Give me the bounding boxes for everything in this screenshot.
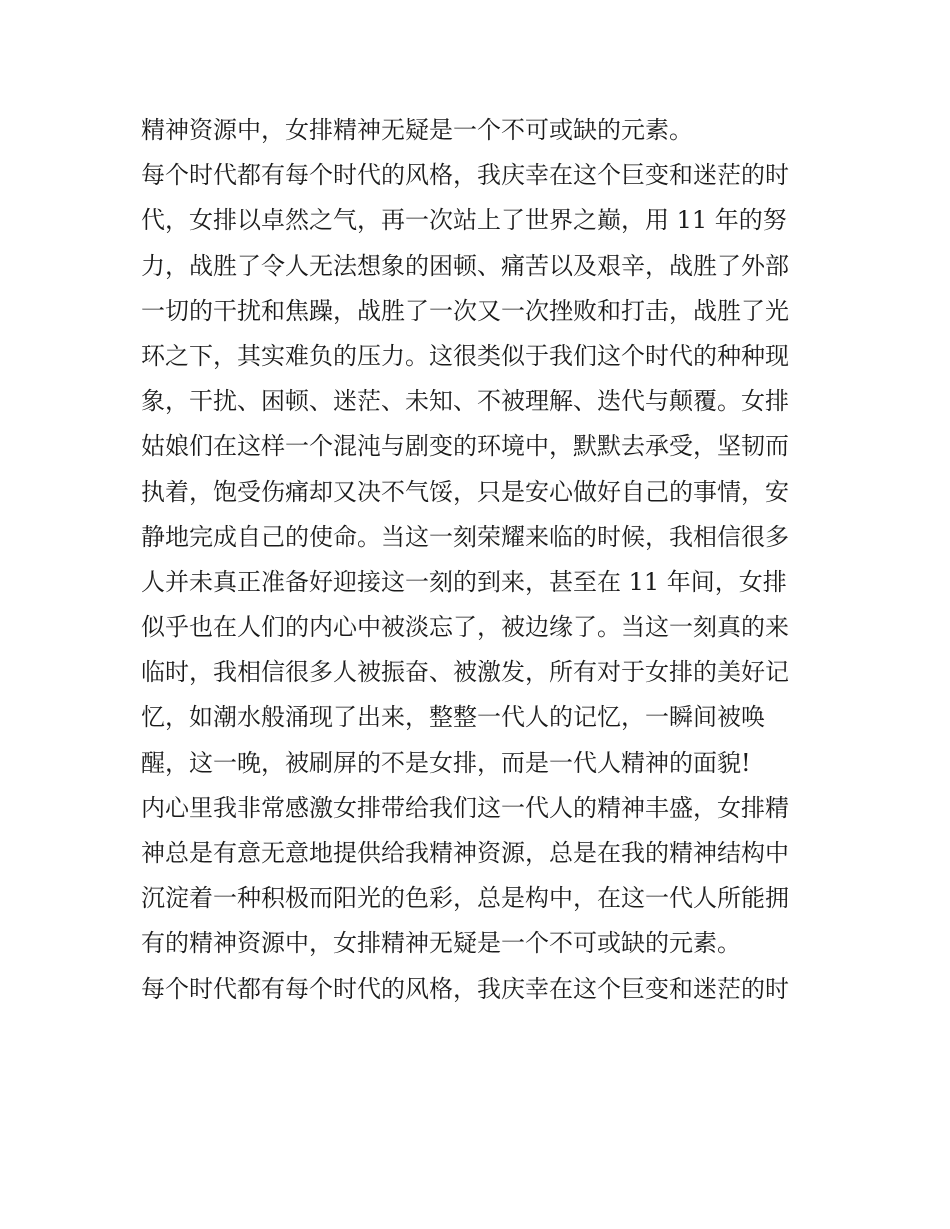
text-line-11: 人并未真正准备好迎接这一刻的到来，甚至在 11 年间，女排 <box>141 567 787 596</box>
text-line-7: 象，干扰、困顿、迷茫、未知、不被理解、迭代与颠覆。女排 <box>141 387 789 416</box>
text-line-10: 静地完成自己的使命。当这一刻荣耀来临的时候，我相信很多 <box>141 522 789 551</box>
text-line-6: 环之下，其实难负的压力。这很类似于我们这个时代的种种现 <box>141 341 789 370</box>
text-line-16: 内心里我非常感激女排带给我们这一代人的精神丰盛，女排精 <box>141 793 789 822</box>
text-line-8: 姑娘们在这样一个混沌与剧变的环境中，默默去承受，坚韧而 <box>141 432 789 461</box>
body-text <box>141 108 821 1012</box>
text-line-9: 执着，饱受伤痛却又决不气馁，只是安心做好自己的事情，安 <box>141 477 789 506</box>
text-line-20: 每个时代都有每个时代的风格，我庆幸在这个巨变和迷茫的时 <box>141 974 789 1003</box>
text-line-15: 醒，这一晚，被刷屏的不是女排，而是一代人精神的面貌! <box>141 748 751 777</box>
text-line-14: 忆，如潮水般涌现了出来，整整一代人的记忆，一瞬间被唤 <box>141 703 765 732</box>
text-line-2: 每个时代都有每个时代的风格，我庆幸在这个巨变和迷茫的时 <box>141 161 789 190</box>
text-line-17: 神总是有意无意地提供给我精神资源，总是在我的精神结构中 <box>141 839 789 867</box>
text-line-1: 精神资源中，女排精神无疑是一个不可或缺的元素。 <box>141 116 693 144</box>
text-line-18: 沉淀着一种积极而阳光的色彩，总是构中，在这一代人所能拥 <box>141 884 789 913</box>
text-line-13: 临时，我相信很多人被振奋、被激发，所有对于女排的美好记 <box>141 658 789 687</box>
text-line-5: 一切的干扰和焦躁，战胜了一次又一次挫败和打击，战胜了光 <box>141 296 789 325</box>
text-line-3: 代，女排以卓然之气，再一次站上了世界之巅，用 11 年的努 <box>141 206 787 235</box>
text-line-19: 有的精神资源中，女排精神无疑是一个不可或缺的元素。 <box>141 929 741 958</box>
text-line-12: 似乎也在人们的内心中被淡忘了，被边缘了。当这一刻真的来 <box>141 613 789 642</box>
text-line-4: 力，战胜了令人无法想象的困顿、痛苦以及艰辛，战胜了外部 <box>141 251 789 280</box>
